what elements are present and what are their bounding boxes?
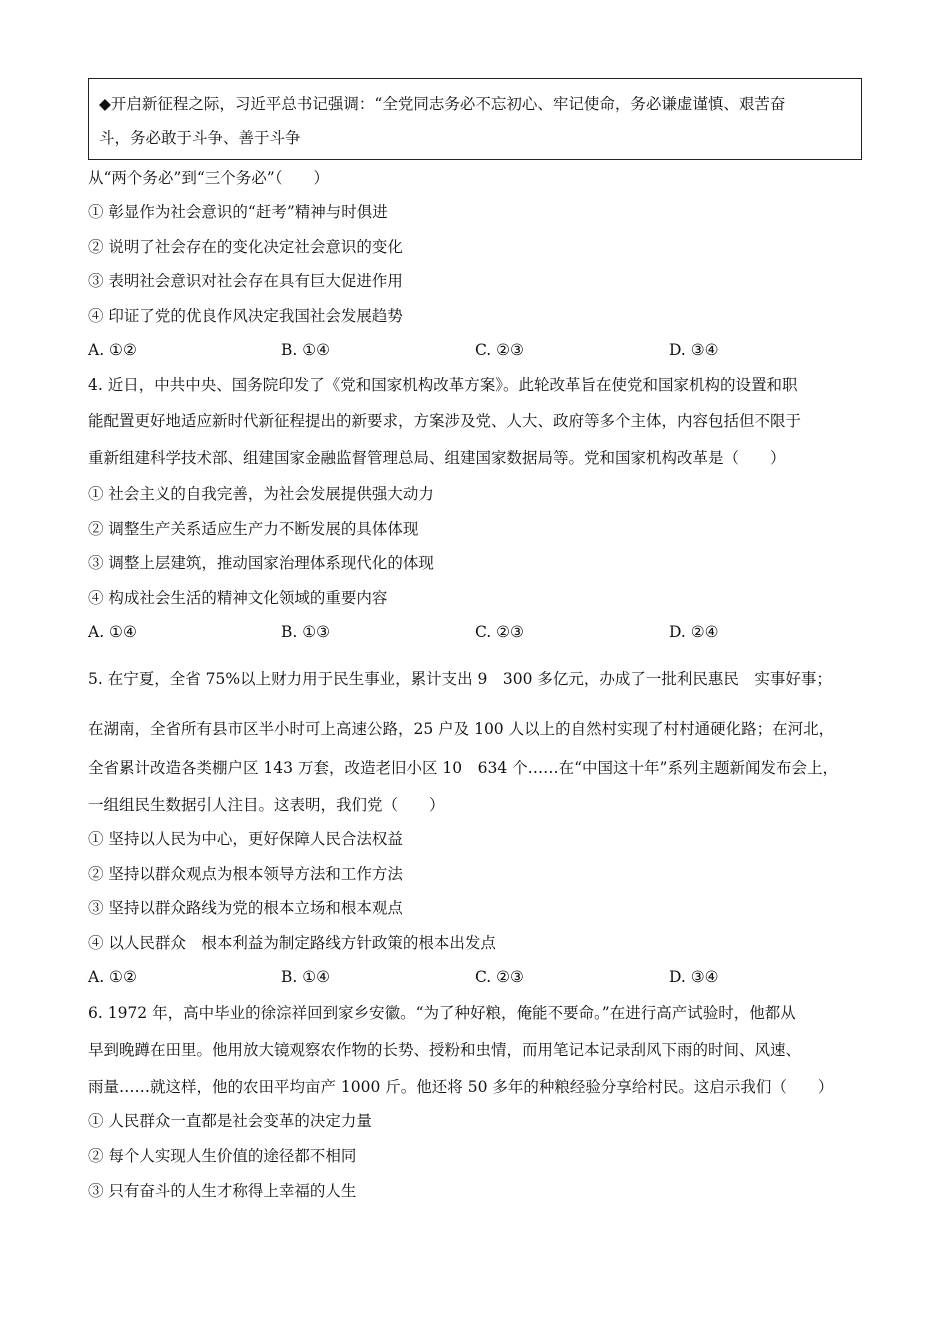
q3-stem: 从“两个务必”到“三个务必”（ ） (88, 169, 329, 187)
q4-option-b[interactable]: B. ①③ (281, 623, 331, 641)
q5-item-1: ① 坚持以人民为中心，更好保障人民合法权益 (88, 830, 403, 848)
q3-option-b[interactable]: B. ①④ (281, 341, 331, 359)
q5-options (88, 966, 878, 988)
q4-item-2: ② 调整生产关系适应生产力不断发展的具体体现 (88, 520, 419, 538)
q3-item-4: ④ 印证了党的优良作风决定我国社会发展趋势 (88, 307, 403, 325)
quote-line-2: 斗，务必敢于斗争、善于斗争 (99, 129, 301, 147)
q6-item-2: ② 每个人实现人生价值的途径都不相同 (88, 1147, 357, 1165)
q4-options (88, 621, 878, 643)
q5-item-2: ② 坚持以群众观点为根本领导方法和工作方法 (88, 865, 403, 883)
q3-options (88, 339, 878, 361)
q5-option-c[interactable]: C. ②③ (475, 968, 524, 986)
q6-stem-1: 6. 1972 年，高中毕业的徐淙祥回到家乡安徽。“为了种好粮，俺能不要命。”在进行高产试验时，他都从 (88, 1004, 796, 1022)
q6-item-1: ① 人民群众一直都是社会变革的决定力量 (88, 1112, 372, 1130)
q4-stem-1: 4. 近日，中共中央、国务院印发了《党和国家机构改革方案》。此轮改革旨在使党和国家机构的设置和职 (88, 376, 798, 394)
q3-item-2: ② 说明了社会存在的变化决定社会意识的变化 (88, 238, 403, 256)
q5-item-3: ③ 坚持以群众路线为党的根本立场和根本观点 (88, 899, 403, 917)
q4-option-c[interactable]: C. ②③ (475, 623, 524, 641)
q6-item-3: ③ 只有奋斗的人生才称得上幸福的人生 (88, 1182, 357, 1200)
q5-stem-2: 在湖南，全省所有县市区半小时可上高速公路，25 户及 100 人以上的自然村实现了村村通硬化路；在河北， (88, 720, 835, 738)
q4-stem-3: 重新组建科学技术部、组建国家金融监督管理总局、组建国家数据局等。党和国家机构改革是（ ） (88, 449, 786, 467)
q3-option-a[interactable]: A. ①② (88, 341, 137, 359)
q4-item-3: ③ 调整上层建筑，推动国家治理体系现代化的体现 (88, 554, 434, 572)
q5-item-4: ④ 以人民群众 根本利益为制定路线方针政策的根本出发点 (88, 934, 496, 952)
q4-option-a[interactable]: A. ①④ (88, 623, 137, 641)
q5-option-a[interactable]: A. ①② (88, 968, 137, 986)
q5-stem-1: 5. 在宁夏，全省 75%以上财力用于民生事业，累计支出 9 300 多亿元，办成了一批利民惠民 实事好事； (88, 670, 832, 688)
q3-item-3: ③ 表明社会意识对社会存在具有巨大促进作用 (88, 272, 403, 290)
q4-item-1: ① 社会主义的自我完善，为社会发展提供强大动力 (88, 485, 434, 503)
q5-stem-3: 全省累计改造各类棚户区 143 万套，改造老旧小区 10 634 个……在“中国这十年”系列主题新闻发布会上， (88, 759, 838, 777)
q4-item-4: ④ 构成社会生活的精神文化领域的重要内容 (88, 589, 388, 607)
quote-line-1: ◆开启新征程之际，习近平总书记强调：“全党同志务必不忘初心、牢记使命，务必谦虚谨慎、艰苦奋 (99, 95, 786, 113)
q4-stem-2: 能配置更好地适应新时代新征程提出的新要求，方案涉及党、人大、政府等多个主体，内容包括但不限于 (88, 412, 802, 430)
q6-stem-3: 雨量……就这样，他的农田平均亩产 1000 斤。他还将 50 多年的种粮经验分享给村民。这启示我们（ ） (88, 1078, 834, 1096)
q4-option-d[interactable]: D. ②④ (669, 623, 719, 641)
q3-item-1: ① 彰显作为社会意识的“赶考”精神与时俱进 (88, 203, 388, 221)
q6-stem-2: 早到晚蹲在田里。他用放大镜观察农作物的长势、授粉和虫情，而用笔记本记录刮风下雨的时间、风速、 (88, 1041, 802, 1059)
q5-option-d[interactable]: D. ③④ (669, 968, 719, 986)
q5-stem-4: 一组组民生数据引人注目。这表明，我们党（ ） (88, 796, 445, 814)
q5-option-b[interactable]: B. ①④ (281, 968, 331, 986)
q3-option-c[interactable]: C. ②③ (475, 341, 524, 359)
q3-option-d[interactable]: D. ③④ (669, 341, 719, 359)
quote-box (88, 78, 862, 160)
